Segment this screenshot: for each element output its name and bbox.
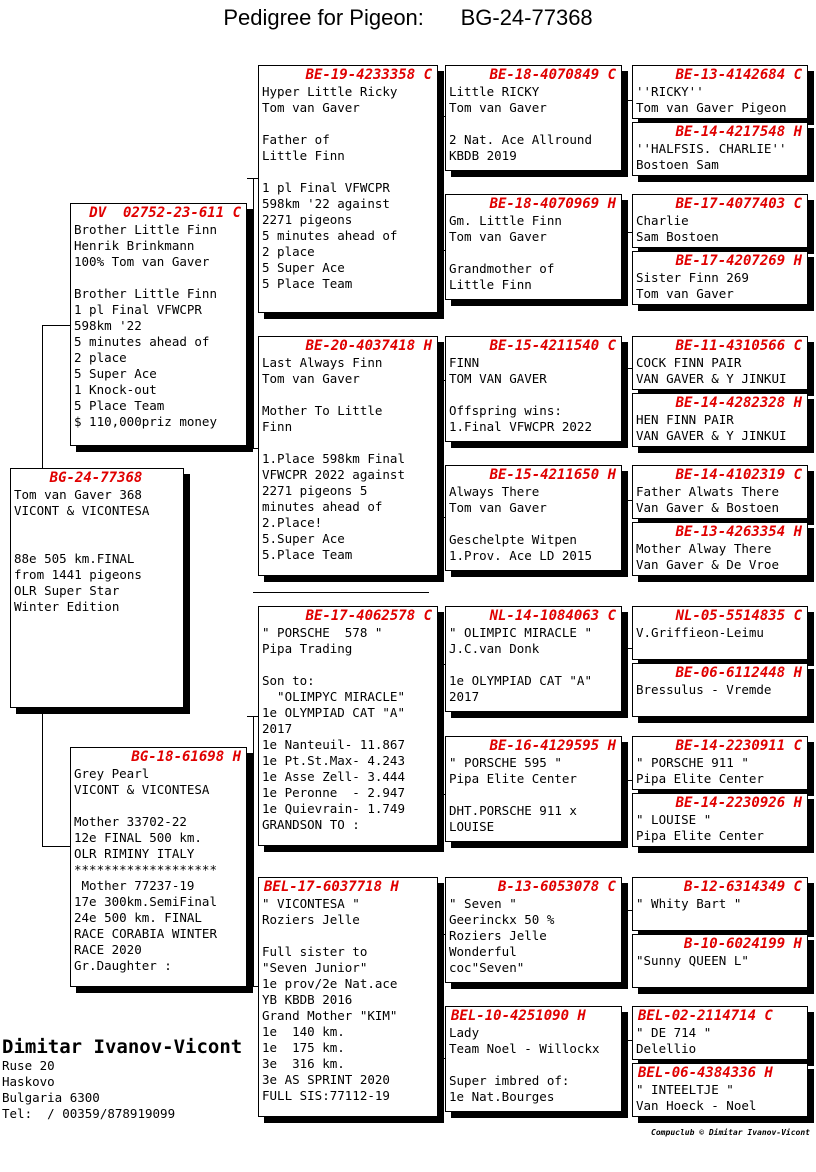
info-line: 100% Tom van Gaver [74,254,210,269]
info-line [262,435,434,451]
info-line: Pipa Elite Center [636,828,764,843]
info-line: 1e Quievrain- 1.749 [262,801,405,816]
connector-line [622,1040,632,1041]
connector-line [42,708,43,846]
info-line [449,116,618,132]
info-line: VFWCPR 2022 against [262,467,405,482]
info-line: 1 pl Final VFWCPR [74,302,202,317]
connector-line [42,846,70,847]
info-line: Super imbred of: [449,1073,570,1088]
connector-line [438,517,445,518]
info-line: V.Griffieon-Leimu [636,625,764,640]
info-line: Mother 77237-19 [74,878,195,893]
ring-number: BE-18-4070969 H [489,196,616,212]
ring-number: B-12-6314349 C [683,879,802,895]
ring-number: BE-15-4211650 H [489,467,616,483]
info-line: Team Noel - Willockx [449,1041,600,1056]
ring-number: BEL-10-4251090 H [451,1008,586,1024]
info-line: 5 Super Ace [74,366,157,381]
ring-number: BE-17-4077403 C [675,196,802,212]
info-line: Lady [449,1025,480,1040]
pedigree-box-ssds [632,194,808,248]
info-line: 2017 [449,689,480,704]
pedigree-box-sds [445,336,622,442]
info-line: Tom van Gaver [636,286,734,301]
ring-number: BE-13-4142684 C [675,67,802,83]
ring-number: BEL-02-2114714 C [638,1008,773,1024]
ring-number: BE-14-4217548 H [675,124,802,140]
ring-number: NL-05-5514835 C [675,608,802,624]
pedigree-box-ssd [445,194,622,300]
info-line: YB KBDB 2016 [262,992,353,1007]
connector-line [438,794,445,795]
info-line: 1e prov/2e Nat.ace [262,976,398,991]
connector-line [438,664,439,794]
info-line [74,270,243,286]
info-line: Always There [449,484,540,499]
info-line: Grandmother of [449,261,555,276]
info-line: $ 110,000priz money [74,414,217,429]
info-line: 1e Nanteuil- 11.867 [262,737,405,752]
info-line: coc"Seven" [449,960,525,975]
connector-line [438,1058,445,1059]
info-line: 598km '22 [74,318,142,333]
info-line: 1e OLYMPIAD CAT "A" [262,705,405,720]
info-line: "Seven Junior" [262,960,368,975]
info-line: "Sunny QUEEN L" [636,953,749,968]
info-line [262,164,434,180]
info-line: Grand Mother "KIM" [262,1008,398,1023]
info-line: Mother To Little [262,403,383,418]
info-line: 1e 175 km. [262,1040,345,1055]
footer-credit: Compuclub © Dimitar Ivanov-Vicont [651,1128,810,1137]
info-line: 3e AS SPRINT 2020 [262,1072,390,1087]
info-line: Father Alwats There [636,484,779,499]
info-line: Grey Pearl [74,766,150,781]
info-line: ******************* [74,862,217,877]
info-line: Pipa Trading [262,641,353,656]
info-line: " PORSCHE 595 " [449,755,562,770]
pedigree-box-ddss [632,877,808,931]
ring-number: BE-15-4211540 C [489,338,616,354]
info-line [449,1057,618,1073]
info-line: J.C.van Donk [449,641,540,656]
info-line: VICONT & VICONTESA [74,782,210,797]
info-line: 1e Asse Zell- 3.444 [262,769,405,784]
info-line: ''RICKY'' [636,84,704,99]
connector-line [438,116,439,250]
connector-line [622,368,632,369]
info-line: 1.Final VFWCPR 2022 [449,419,592,434]
ring-number: BE-13-4263354 H [675,524,802,540]
connector-line [622,780,632,781]
info-line: " PORSCHE 578 " [262,625,383,640]
info-line: Tom van Gaver [449,100,547,115]
ring-number: B-13-6053078 C [497,879,616,895]
info-line: " VICONTESA " [262,896,360,911]
page-title: Pedigree for Pigeon: BG-24-77368 [223,5,593,30]
info-line: " DE 714 " [636,1025,712,1040]
info-line: Last Always Finn [262,355,383,370]
pedigree-box-ds [258,606,438,846]
breeder-name: Dimitar Ivanov-Vicont [2,1036,243,1058]
info-line [262,387,434,403]
info-line: Pipa Elite Center [449,771,577,786]
info-line: RACE CORABIA WINTER [74,926,217,941]
pedigree-box-dssd [632,663,808,717]
info-line [449,787,618,803]
pedigree-box-sdds [632,465,808,519]
info-line [449,516,618,532]
info-line: 1e Pt.St.Max- 4.243 [262,753,405,768]
pedigree-box-dds [445,877,622,983]
ring-number: BE-20-4037418 H [305,338,432,354]
info-line: GRANDSON TO : [262,817,360,832]
info-line: Wonderful [449,944,517,959]
info-line: Tom van Gaver [262,371,360,386]
connector-line [253,178,254,448]
connector-line [622,100,632,101]
info-line: Little RICKY [449,84,540,99]
info-line [14,535,180,551]
info-line: Mother Alway There [636,541,772,556]
breeder-address-line: Bulgaria 6300 [2,1090,100,1105]
connector-line [42,325,70,326]
pedigree-box-ddsd [632,934,808,988]
connector-line [622,232,632,233]
info-line: 1.Prov. Ace LD 2015 [449,548,592,563]
info-line: HEN FINN PAIR [636,412,734,427]
pedigree-box-sss [445,65,622,171]
ring-number: NL-14-1084063 C [489,608,616,624]
pedigree-box-sd [258,336,438,576]
info-line: Brother Little Finn [74,286,217,301]
info-line: Van Gaver & Bostoen [636,500,779,515]
connector-line [253,716,254,986]
info-line: " Seven " [449,896,517,911]
info-line: 598km '22 against [262,196,390,211]
pedigree-box-sdd [445,465,622,571]
ring-number: BE-17-4062578 C [305,608,432,624]
info-line: 1e Peronne - 2.947 [262,785,405,800]
breeder-address-line: Ruse 20 [2,1058,55,1073]
info-line: Van Gaver & De Vroe [636,557,779,572]
info-line: VAN GAVER & Y JINKUI [636,428,787,443]
info-line: TOM VAN GAVER [449,371,547,386]
info-line [449,657,618,673]
info-line: VAN GAVER & Y JINKUI [636,371,787,386]
info-line: Little Finn [262,148,345,163]
info-line [449,387,618,403]
connector-line [438,380,439,517]
connector-line [438,934,439,1058]
pedigree-box-dss [445,606,622,712]
pedigree-box-sire [70,203,247,446]
pedigree-box-main [10,468,184,708]
info-line: 5 minutes ahead of [262,228,398,243]
info-line [449,245,618,261]
info-line: Father of [262,132,330,147]
info-line: " INTEELTJE " [636,1082,734,1097]
info-line: 5 Place Team [74,398,165,413]
info-line: 2.Place! [262,515,323,530]
info-line: 1.Place 598km Final [262,451,405,466]
info-line: Pipa Elite Center [636,771,764,786]
breeder-address-line: Haskovo [2,1074,55,1089]
info-line: LOUISE [449,819,495,834]
info-line: 1 pl Final VFWCPR [262,180,390,195]
ring-number: BEL-06-4384336 H [638,1065,773,1081]
ring-number: BE-14-2230926 H [675,795,802,811]
info-line: 2 place [74,350,127,365]
info-line: 2271 pigeons [262,212,353,227]
info-line: Finn [262,419,293,434]
info-line: DHT.PORSCHE 911 x [449,803,577,818]
info-line [262,657,434,673]
ring-number: BE-06-6112448 H [675,665,802,681]
info-line: 1 Knock-out [74,382,157,397]
pedigree-box-dam [70,747,247,987]
pedigree-box-dsd [445,736,622,842]
info-line: Little Finn [449,277,532,292]
info-line: " LOUISE " [636,812,712,827]
info-line: 2 place [262,244,315,259]
pedigree-box-ssss [632,65,808,119]
info-line: Gm. Little Finn [449,213,562,228]
pedigree-box-ddd [445,1006,622,1112]
info-line: Bressulus - Vremde [636,682,772,697]
connector-line [622,910,632,911]
info-line: "OLIMPYC MIRACLE" [262,689,405,704]
pedigree-box-dd [258,877,438,1117]
info-line: from 1441 pigeons [14,567,142,582]
info-line: KBDB 2019 [449,148,517,163]
info-line: Tom van Gaver [449,500,547,515]
info-line: Tom van Gaver 368 [14,487,142,502]
info-line: Roziers Jelle [262,912,360,927]
connector-line [622,500,632,501]
info-line [74,798,243,814]
info-line: Tom van Gaver Pigeon [636,100,787,115]
ring-number: BE-11-4310566 C [675,338,802,354]
info-line: Van Hoeck - Noel [636,1098,757,1113]
pedigree-box-sdsd [632,393,808,447]
info-line: Son to: [262,673,315,688]
info-line: Hyper Little Ricky [262,84,398,99]
pedigree-box-dsds [632,736,808,790]
info-line: Full sister to [262,944,368,959]
pedigree-box-ssdd [632,251,808,305]
info-line: FINN [449,355,480,370]
info-line: Delellio [636,1041,697,1056]
ring-number: DV 02752-23-611 C [89,205,241,221]
info-line: OLR Super Star [14,583,120,598]
info-line: 1e 140 km. [262,1024,345,1039]
info-line: 5 minutes ahead of [74,334,210,349]
breeder-info [2,1036,242,1122]
info-line: Henrik Brinkmann [74,238,195,253]
info-line: 12e FINAL 500 km. [74,830,202,845]
info-line: Mother 33702-22 [74,814,187,829]
info-line: " OLIMPIC MIRACLE " [449,625,592,640]
info-line: 2017 [262,721,293,736]
info-line: ''HALFSIS. CHARLIE'' [636,141,787,156]
pedigree-box-sssd [632,122,808,176]
ring-number: BE-18-4070849 C [489,67,616,83]
ring-number: BEL-17-6037718 H [264,879,399,895]
ring-number: BE-14-4282328 H [675,395,802,411]
info-line: " PORSCHE 911 " [636,755,749,770]
info-line: Roziers Jelle [449,928,547,943]
info-line: 2 Nat. Ace Allround [449,132,592,147]
ring-number: B-10-6024199 H [683,936,802,952]
info-line: Geschelpte Witpen [449,532,577,547]
info-line: Sam Bostoen [636,229,719,244]
info-line: RACE 2020 [74,942,142,957]
pedigree-box-dsdd [632,793,808,847]
ring-number: BG-24-77368 [49,470,143,486]
connector-line [622,648,632,649]
info-line: Tom van Gaver [449,229,547,244]
info-line: minutes ahead of [262,499,383,514]
info-line: 3e 316 km. [262,1056,345,1071]
ring-number: BE-17-4207269 H [675,253,802,269]
info-line: 5.Super Ace [262,531,345,546]
breeder-phone: Tel: / 00359/878919099 [2,1106,176,1121]
info-line [14,519,180,535]
pedigree-box-sdss [632,336,808,390]
info-line: Brother Little Finn [74,222,217,237]
pedigree-box-ss [258,65,438,313]
connector-line [42,325,43,469]
info-line: Geerinckx 50 % [449,912,555,927]
pedigree-box-sddd [632,522,808,576]
ring-number: BE-14-2230911 C [675,738,802,754]
info-line: 1e OLYMPIAD CAT "A" [449,673,592,688]
info-line [262,928,434,944]
ring-number: BE-16-4129595 H [489,738,616,754]
info-line: " Whity Bart " [636,896,742,911]
ring-number: BE-19-4233358 C [305,67,432,83]
info-line: 17e 300km.SemiFinal [74,894,217,909]
info-line: OLR RIMINY ITALY [74,846,195,861]
info-line: Tom van Gaver [262,100,360,115]
info-line: 2271 pigeons 5 [262,483,368,498]
info-line: VICONT & VICONTESA [14,503,150,518]
info-line: 5 Place Team [262,276,353,291]
info-line: Winter Edition [14,599,120,614]
info-line: 1e Nat.Bourges [449,1089,555,1104]
info-line: 5 Super Ace [262,260,345,275]
info-line: Sister Finn 269 [636,270,749,285]
info-line: 5.Place Team [262,547,353,562]
info-line [262,116,434,132]
pedigree-box-dddd [632,1063,808,1117]
pedigree-box-dsss [632,606,808,660]
info-line: Gr.Daughter : [74,958,172,973]
info-line: Offspring wins: [449,403,562,418]
connector-line [253,592,429,593]
pedigree-box-ddds [632,1006,808,1060]
ring-number: BE-14-4102319 C [675,467,802,483]
info-line: 24e 500 km. FINAL [74,910,202,925]
info-line: Bostoen Sam [636,157,719,172]
info-line: FULL SIS:77112-19 [262,1088,390,1103]
info-line: Charlie [636,213,689,228]
ring-number: BG-18-61698 H [131,749,241,765]
info-line: COCK FINN PAIR [636,355,742,370]
info-line: 88e 505 km.FINAL [14,551,135,566]
connector-line [438,250,445,251]
